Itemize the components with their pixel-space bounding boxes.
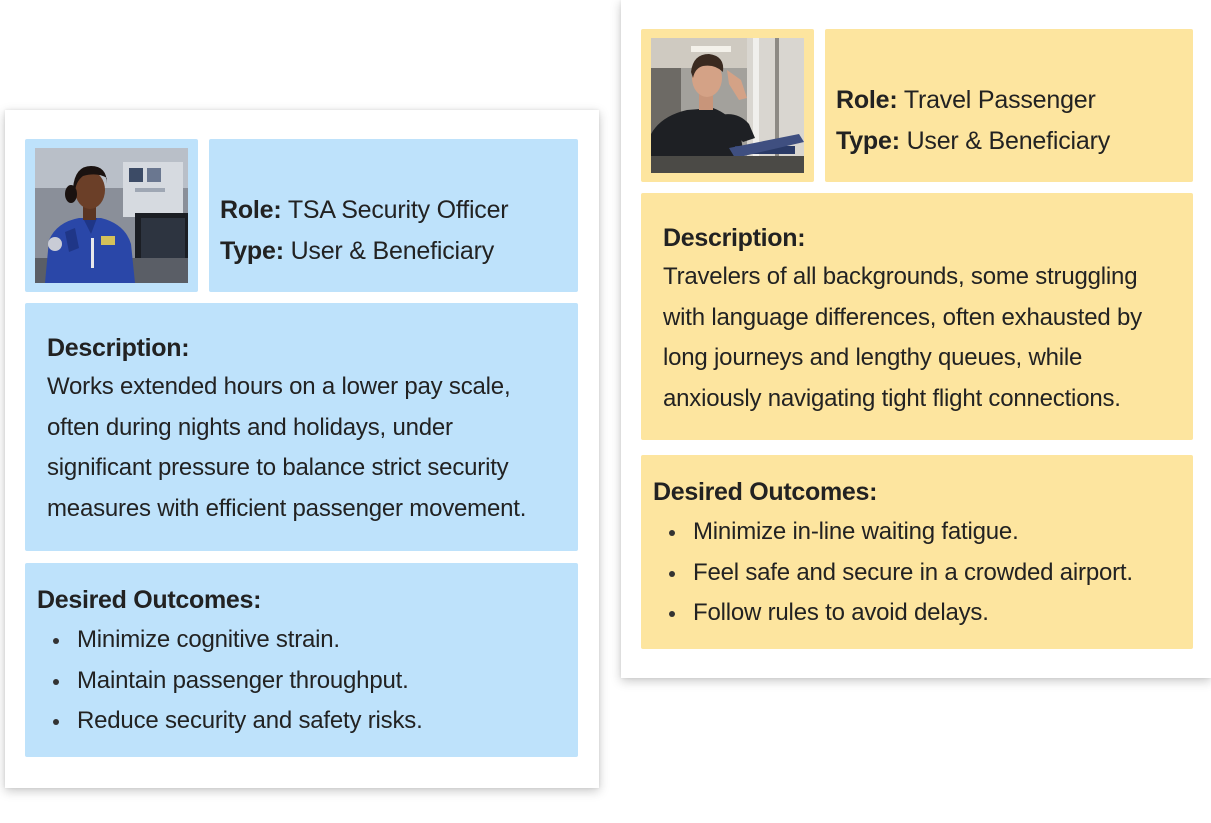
- type-value: User & Beneficiary: [290, 237, 494, 265]
- role-value: Travel Passenger: [903, 86, 1096, 114]
- description-title: Description:: [47, 334, 190, 362]
- persona-role-box: [209, 139, 578, 292]
- persona-description-panel: [641, 193, 1193, 440]
- persona-type-line: [836, 126, 1110, 156]
- description-text: Travelers of all backgrounds, some struggling with language differences, often exhausted by long journeys and lengthy queues, while anxiously navigating tight flight connections.: [663, 263, 1142, 412]
- role-label: Role:: [836, 86, 898, 114]
- type-label: Type:: [220, 237, 284, 265]
- persona-photo-frame: [25, 139, 198, 292]
- persona-role-box: [825, 29, 1193, 182]
- list-item: Reduce security and safety risks.: [37, 701, 423, 742]
- persona-outcomes-panel: [641, 455, 1193, 649]
- list-item: Minimize in-line waiting fatigue.: [653, 512, 1133, 553]
- description-text: Works extended hours on a lower pay scale, often during nights and holidays, under significant pressure to balance strict security measures with efficient passenger movement.: [47, 373, 527, 522]
- persona-role-line: [836, 85, 1096, 115]
- role-value: TSA Security Officer: [287, 196, 509, 224]
- persona-photo-frame: [641, 29, 814, 182]
- list-item: Minimize cognitive strain.: [37, 620, 423, 661]
- outcomes-title: Desired Outcomes:: [653, 478, 878, 506]
- outcomes-list: [653, 512, 1133, 634]
- persona-role-line: [220, 195, 508, 225]
- type-value: User & Beneficiary: [906, 127, 1110, 155]
- list-item: Follow rules to avoid delays.: [653, 593, 1133, 634]
- role-label: Role:: [220, 196, 282, 224]
- description-title: Description:: [663, 224, 806, 252]
- persona-photo-passenger: [651, 38, 804, 173]
- persona-card-travel-passenger: [621, 0, 1211, 678]
- type-label: Type:: [836, 127, 900, 155]
- persona-photo-officer: [35, 148, 188, 283]
- persona-card-tsa-officer: [5, 110, 599, 788]
- persona-description-panel: [25, 303, 578, 551]
- outcomes-list: [37, 620, 423, 742]
- list-item: Maintain passenger throughput.: [37, 661, 423, 702]
- persona-type-line: [220, 236, 494, 266]
- list-item: Feel safe and secure in a crowded airport.: [653, 553, 1133, 594]
- outcomes-title: Desired Outcomes:: [37, 586, 262, 614]
- persona-outcomes-panel: [25, 563, 578, 757]
